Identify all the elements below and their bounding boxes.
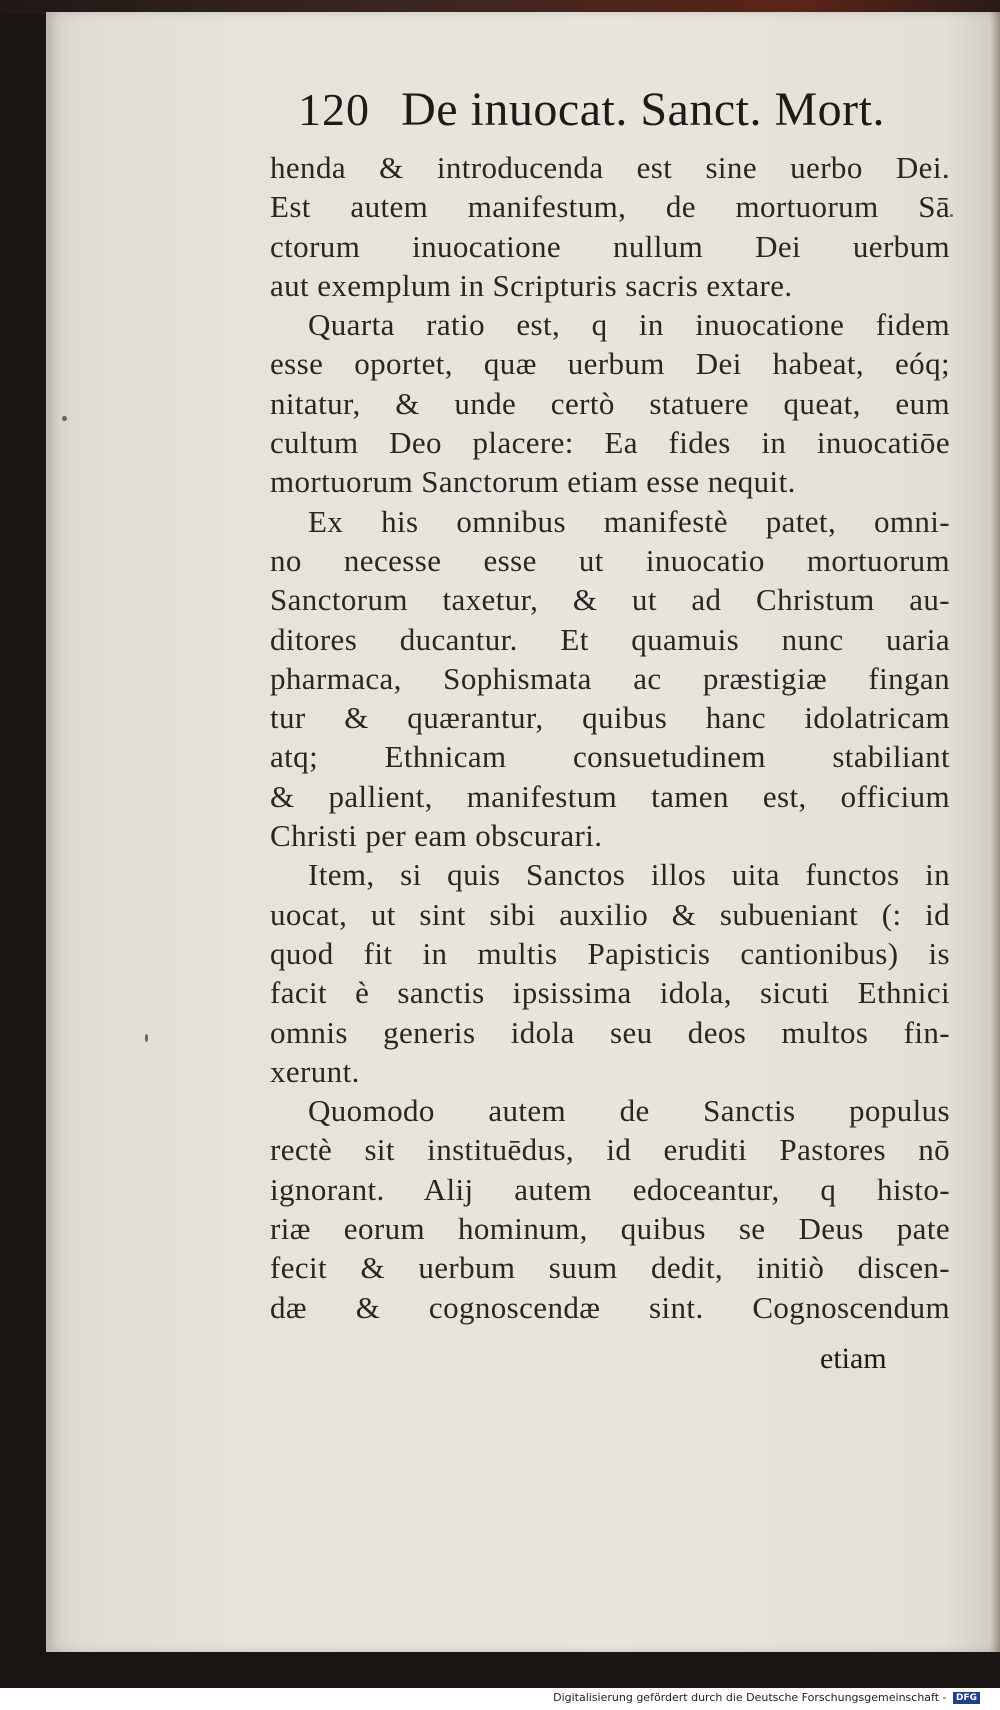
text-line: fecit & uerbum suum dedit, initiò discen- — [270, 1250, 950, 1286]
footer-credit-text: Digitalisierung gefördert durch die Deutsche Forschungsgemeinschaft - — [553, 1691, 947, 1704]
text-line: pharmaca, Sophismata ac præstigiæ fingan — [270, 660, 950, 696]
text-line: ctorum inuocatione nullum Dei uerbum — [270, 228, 950, 264]
dfg-logo: DFG — [953, 1692, 980, 1704]
text-line: mortuorum Sanctorum etiam esse nequit. — [270, 464, 796, 500]
text-line: tur & quærantur, quibus hanc idolatricam — [270, 700, 950, 736]
text-line: henda & introducenda est sine uerbo Dei. — [270, 150, 950, 185]
text-line: atq; Ethnicam consuetudinem stabiliant — [270, 739, 950, 775]
body-text — [270, 148, 950, 1327]
text-line: Item, si quis Sanctos illos uita functos in — [308, 857, 950, 893]
text-line: & pallient, manifestum tamen est, officium — [270, 778, 950, 814]
text-line: cultum Deo placere: Ea fides in inuocatiōe — [270, 425, 950, 461]
text-line: omnis generis idola seu deos multos fin- — [270, 1014, 950, 1050]
text-line: Sanctorum taxetur, & ut ad Christum au- — [270, 582, 950, 618]
text-line: quod fit in multis Papisticis cantionibus) is — [270, 935, 950, 971]
text-line: uocat, ut sint sibi auxilio & subueniant (: id — [270, 896, 950, 932]
text-line: aut exemplum in Scripturis sacris extare. — [270, 267, 793, 303]
text-line: rectè sit instituēdus, id eruditi Pastores nō — [270, 1132, 950, 1168]
text-line: nitatur, & unde certò statuere queat, eum — [270, 385, 950, 421]
text-line: xerunt. — [270, 1053, 360, 1089]
footer-credit — [553, 1691, 980, 1704]
text-line: ignorant. Alij autem edoceantur, q histo- — [270, 1171, 950, 1207]
text-line: Quomodo autem de Sanctis populus — [308, 1093, 950, 1129]
paper-speck — [145, 1034, 148, 1042]
catchword: etiam — [820, 1342, 887, 1375]
page-edge-shadow — [990, 12, 1000, 1652]
page-number: 120 — [298, 84, 370, 135]
text-line: facit è sanctis ipsissima idola, sicuti Ethnici — [270, 975, 950, 1011]
text-line: riæ eorum hominum, quibus se Deus pate — [270, 1211, 950, 1247]
text-line: no necesse esse ut inuocatio mortuorum — [270, 542, 950, 578]
text-line: esse oportet, quæ uerbum Dei habeat, eóq; — [270, 346, 950, 382]
text-line: ditores ducantur. Et quamuis nunc uaria — [270, 621, 950, 657]
text-line: Ex his omnibus manifestè patet, omni- — [308, 503, 950, 539]
text-line: Christi per eam obscurari. — [270, 818, 603, 854]
text-line: dæ & cognoscendæ sint. Cognoscendum — [270, 1289, 950, 1325]
paper-speck — [950, 214, 953, 217]
running-head-title: De inuocat. Sanct. Mort. — [401, 83, 885, 136]
digitization-footer — [0, 1688, 1000, 1710]
running-header — [298, 82, 898, 142]
text-line: Quarta ratio est, q in inuocatione fidem — [308, 307, 950, 343]
paper-speck — [62, 416, 67, 421]
text-line: Est autem manifestum, de mortuorum Sā — [270, 189, 950, 225]
